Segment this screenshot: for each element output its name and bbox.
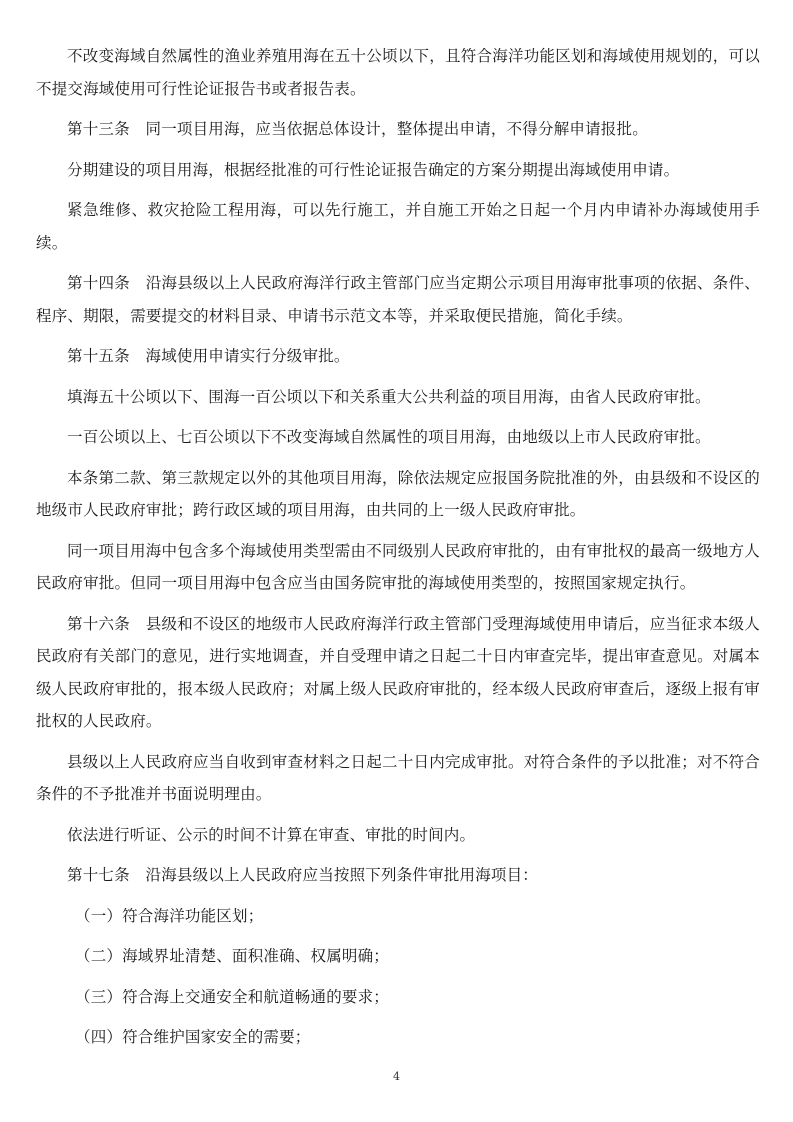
article-17-paragraph: 第十七条 沿海县级以上人民政府应当按照下列条件审批用海项目： [67, 866, 539, 884]
paragraph: 本条第二款、第三款规定以外的其他项目用海，除依法规定应报国务院批准的外，由县级和不设区的地级市人民政府审批；跨行政区域的项目用海，由共同的上一级人民政府审批。 [36, 468, 760, 519]
paragraph: 紧急维修、救灾抢险工程用海，可以先行施工，并自施工开始之日起一个月内申请补办海域使用手续。 [36, 201, 760, 252]
page-number: 4 [393, 1070, 400, 1083]
list-item: （二）海域界址清楚、面积准确、权属明确； [75, 947, 390, 965]
paragraph: 依法进行听证、公示的时间不计算在审查、审批的时间内。 [67, 825, 476, 844]
article-16-paragraph: 第十六条 县级和不设区的地级市人民政府海洋行政主管部门受理海域使用申请后，应当征求本级人民政府有关部门的意见，进行实地调查，并自受理申请之日起二十日内审查完毕，提出审查意见。对属本级人民政府审批的，报本级人民政府；对属上级人民政府审批的，经本级人民政府审查后，逐级上报有审批权的人民政府。 [36, 614, 760, 730]
list-item: （三）符合海上交通安全和航道畅通的要求； [75, 987, 390, 1006]
article-13-paragraph: 第十三条 同一项目用海，应当依据总体设计，整体提出申请，不得分解申请报批。 [67, 120, 648, 138]
article-15-paragraph: 第十五条 海域使用申请实行分级审批。 [67, 347, 350, 365]
paragraph: 县级以上人民政府应当自收到审查材料之日起二十日内完成审批。对符合条件的予以批准；对不符合条件的不予批准并书面说明理由。 [36, 752, 760, 803]
paragraph: 分期建设的项目用海，根据经批准的可行性论证报告确定的方案分期提出海域使用申请。 [67, 160, 680, 179]
list-item: （一）符合海洋功能区划； [75, 906, 264, 925]
list-item: （四）符合维护国家安全的需要； [75, 1028, 311, 1046]
document-body [36, 40, 760, 1062]
article-14-paragraph: 第十四条 沿海县级以上人民政府海洋行政主管部门应当定期公示项目用海审批事项的依据、条件、程序、期限，需要提交的材料目录、申请书示范文本等，并采取便民措施，简化手续。 [36, 274, 760, 325]
paragraph: 同一项目用海中包含多个海域使用类型需由不同级别人民政府审批的，由有审批权的最高一级地方人民政府审批。但同一项目用海中包含应当由国务院审批的海域使用类型的，按照国家规定执行。 [36, 541, 760, 592]
paragraph: 不改变海域自然属性的渔业养殖用海在五十公顷以下，且符合海洋功能区划和海域使用规划的，可以不提交海域使用可行性论证报告书或者报告表。 [36, 47, 760, 98]
paragraph: 一百公顷以上、七百公顷以下不改变海域自然属性的项目用海，由地级以上市人民政府审批。 [67, 428, 711, 446]
paragraph: 填海五十公顷以下、围海一百公顷以下和关系重大公共利益的项目用海，由省人民政府审批。 [67, 387, 711, 406]
